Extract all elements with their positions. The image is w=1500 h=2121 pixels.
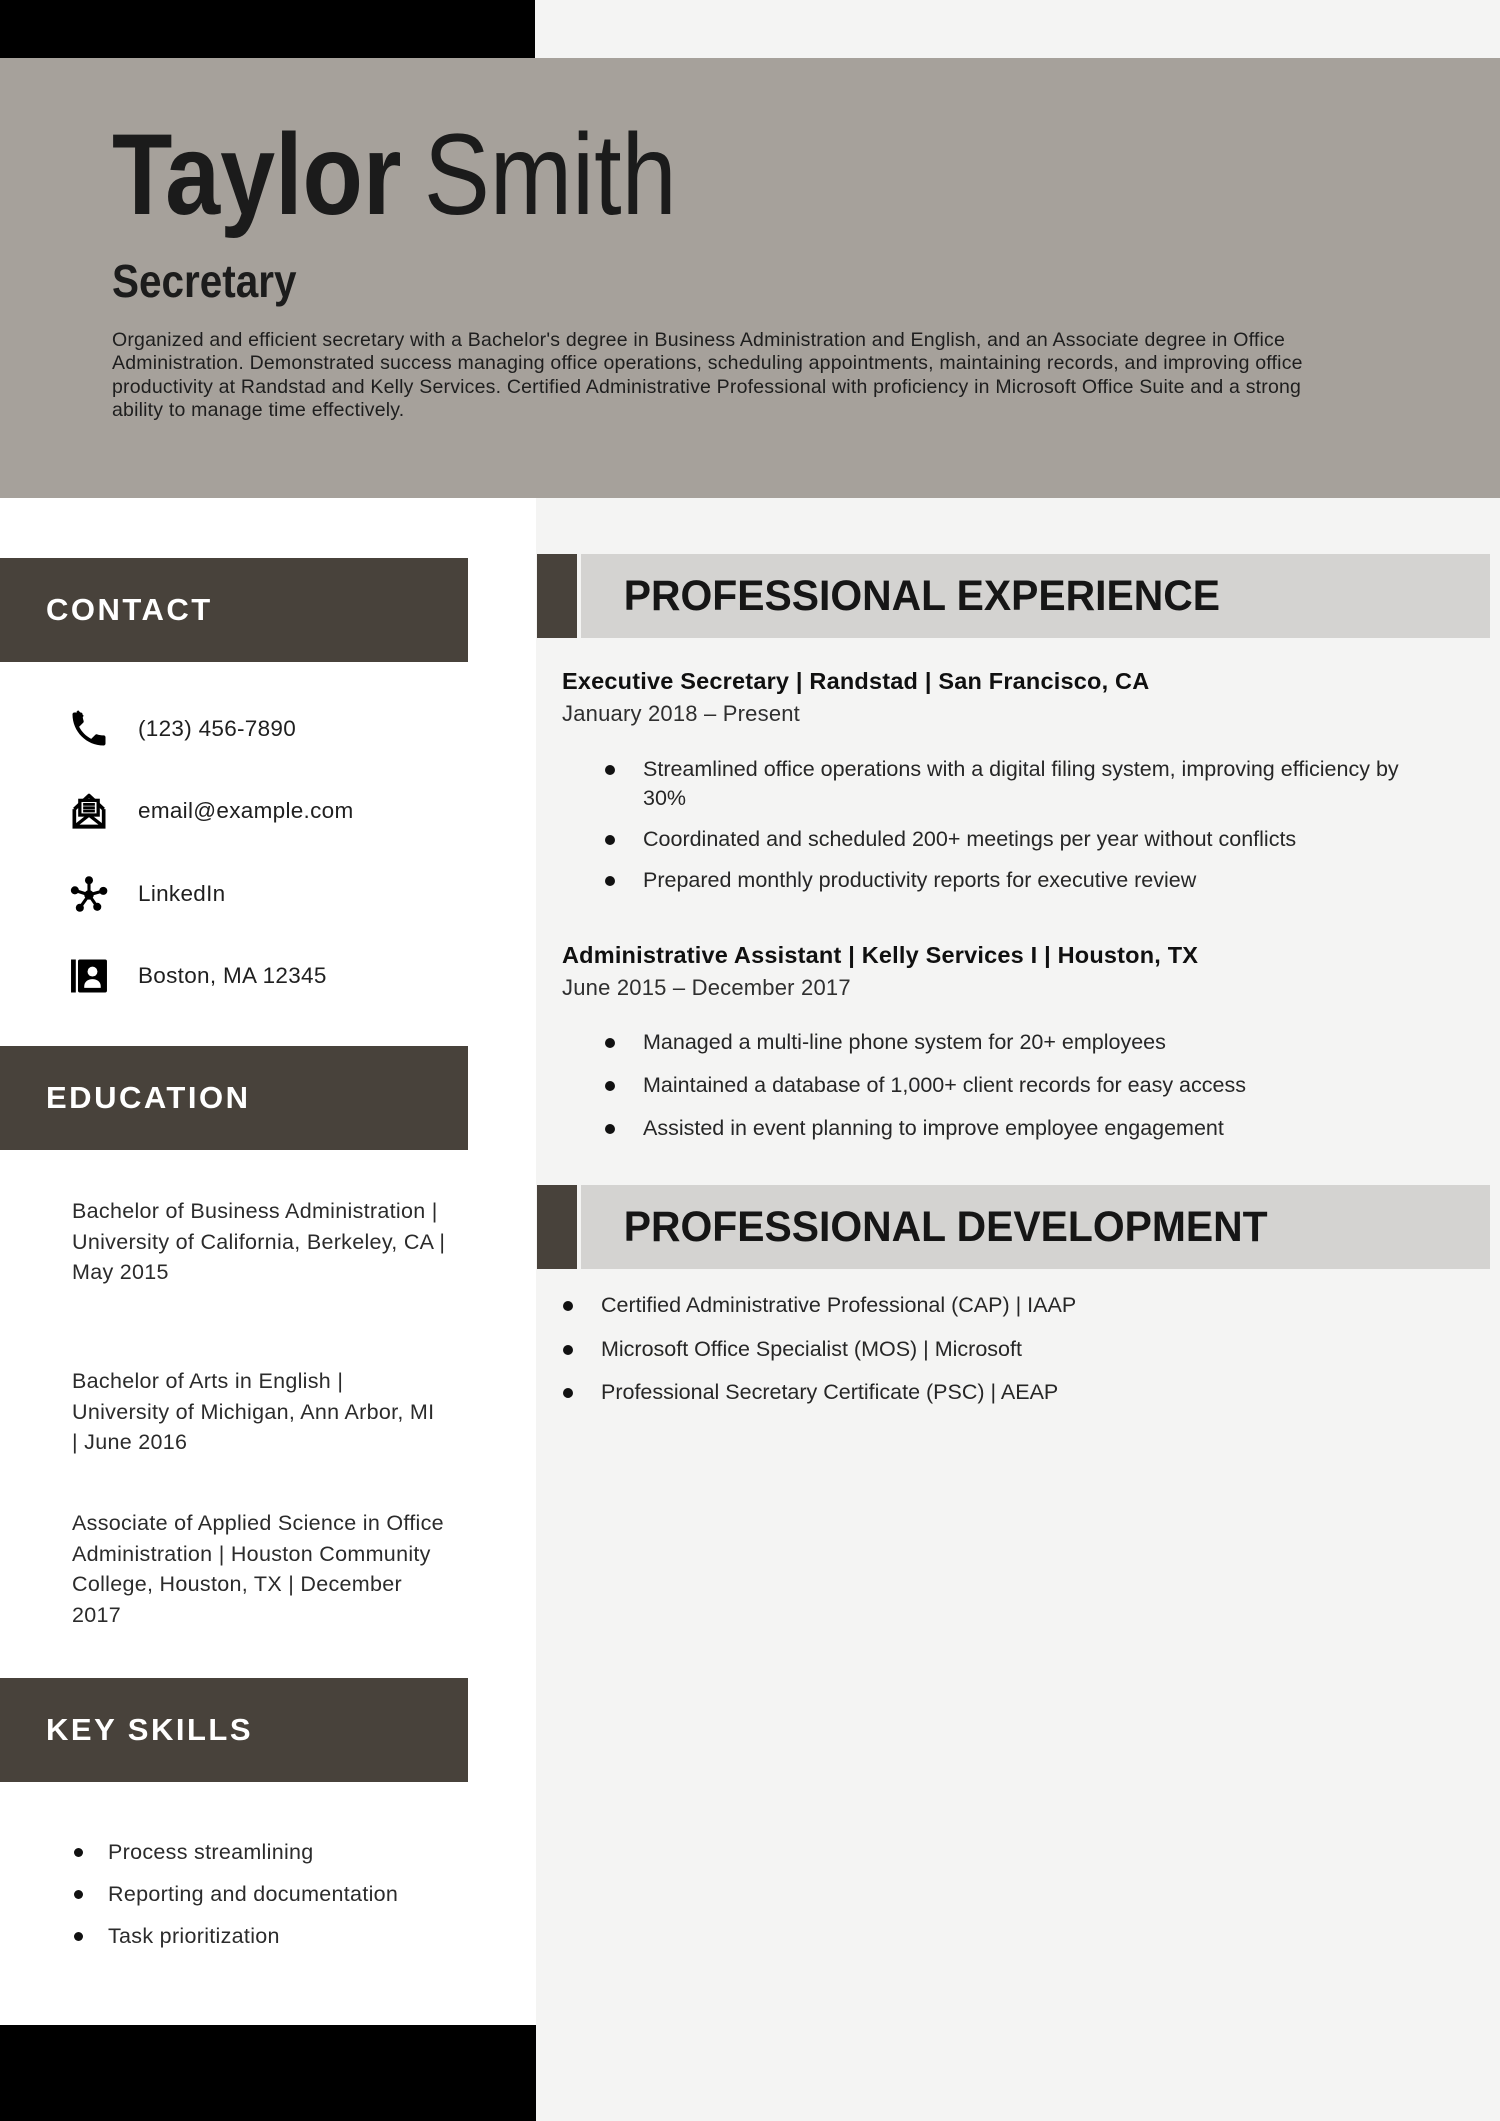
job-dates: June 2015 – December 2017 xyxy=(562,975,851,1000)
job-title: Executive Secretary | Randstad | San Francisco, CA xyxy=(562,668,1150,694)
skill-text: Process streamlining xyxy=(108,1840,314,1864)
bullet-dot xyxy=(74,1890,83,1899)
contact-heading: CONTACT xyxy=(46,592,213,627)
top-black-bar xyxy=(0,0,535,58)
last-name: Smith xyxy=(423,111,677,239)
summary-paragraph: Organized and efficient secretary with a Bachelor's degree in Business Administration and English, and an Associate degree in Office Administration. Demonstrated success managing office operations, scheduling appointments, maintaining records, and improving office productivity at Randstad and Kelly Services. Certified Administrative Professional with proficiency in Microsoft Office Suite and a strong ability to manage time effectively. xyxy=(112,329,1303,421)
bullet-dot xyxy=(605,1081,615,1091)
bullet-text: Managed a multi-line phone system for 20+ employees xyxy=(643,1030,1166,1054)
key-skills-section-header xyxy=(0,1678,468,1782)
bullet-dot xyxy=(605,1038,615,1048)
first-name: Taylor xyxy=(112,111,402,239)
certification-text: Microsoft Office Specialist (MOS) | Microsoft xyxy=(601,1337,1022,1361)
experience-bullet xyxy=(605,1071,1443,1100)
development-heading: PROFESSIONAL DEVELOPMENT xyxy=(623,1202,1268,1251)
email-icon xyxy=(67,789,111,833)
bullet-dot xyxy=(605,835,615,845)
bullet-dot xyxy=(605,765,615,775)
linkedin-label: LinkedIn xyxy=(138,881,226,906)
network-icon xyxy=(67,872,111,916)
email-address: email@example.com xyxy=(138,798,354,823)
bullet-dot xyxy=(563,1388,573,1398)
education-entry: Associate of Applied Science in Office Administration | Houston Community College, Houston, TX | December 2017 xyxy=(72,1511,444,1627)
phone-icon xyxy=(67,707,111,751)
key-skills-heading: KEY SKILLS xyxy=(46,1712,254,1747)
bullet-text: Coordinated and scheduled 200+ meetings per year without conflicts xyxy=(643,827,1297,851)
address-book-icon xyxy=(67,954,111,998)
education-section-header xyxy=(0,1046,468,1150)
skill-text: Reporting and documentation xyxy=(108,1882,399,1906)
experience-bullet xyxy=(605,1028,1443,1057)
bullet-dot xyxy=(563,1345,573,1355)
bullet-text: Streamlined office operations with a digital filing system, improving efficiency by 30% xyxy=(643,757,1399,810)
footer-black-bar xyxy=(0,2025,536,2121)
job-title: Administrative Assistant | Kelly Services I | Houston, TX xyxy=(562,942,1199,968)
skill-item xyxy=(74,1922,280,1951)
development-section-header xyxy=(581,1185,1490,1269)
bullet-text: Maintained a database of 1,000+ client records for easy access xyxy=(643,1073,1246,1097)
education-entry: Bachelor of Business Administration | University of California, Berkeley, CA | May 2015 xyxy=(72,1199,446,1284)
bullet-dot xyxy=(605,876,615,886)
bullet-dot xyxy=(74,1848,83,1857)
job-title-heading: Secretary xyxy=(112,255,297,307)
address-text: Boston, MA 12345 xyxy=(138,963,327,988)
experience-accent-square xyxy=(537,554,577,638)
skill-item xyxy=(74,1838,314,1867)
experience-section-header xyxy=(581,554,1490,638)
education-entry: Bachelor of Arts in English | University of Michigan, Ann Arbor, MI | June 2016 xyxy=(72,1369,435,1454)
education-heading: EDUCATION xyxy=(46,1080,251,1115)
certification-text: Professional Secretary Certificate (PSC) | AEAP xyxy=(601,1380,1059,1404)
experience-heading: PROFESSIONAL EXPERIENCE xyxy=(623,571,1220,620)
development-item xyxy=(563,1378,1471,1407)
contact-item-linkedin xyxy=(67,871,225,917)
experience-bullet xyxy=(605,1114,1443,1143)
contact-item-phone xyxy=(67,706,296,752)
experience-bullet xyxy=(605,825,1443,854)
phone-number: (123) 456-7890 xyxy=(138,716,297,741)
bullet-text: Assisted in event planning to improve employee engagement xyxy=(643,1116,1224,1140)
bullet-dot xyxy=(563,1301,573,1311)
contact-item-address xyxy=(67,953,327,999)
development-item xyxy=(563,1335,1471,1364)
experience-bullet xyxy=(605,755,1443,813)
contact-section-header xyxy=(0,558,468,662)
development-accent-square xyxy=(537,1185,577,1269)
contact-item-email xyxy=(67,788,354,834)
job-dates: January 2018 – Present xyxy=(562,701,800,726)
certification-text: Certified Administrative Professional (CAP) | IAAP xyxy=(601,1293,1077,1317)
bullet-text: Prepared monthly productivity reports for executive review xyxy=(643,868,1197,892)
experience-bullet xyxy=(605,866,1443,895)
bullet-dot xyxy=(605,1124,615,1134)
person-name xyxy=(112,111,677,239)
development-item xyxy=(563,1291,1471,1320)
bullet-dot xyxy=(74,1932,83,1941)
skill-text: Task prioritization xyxy=(108,1924,280,1948)
skill-item xyxy=(74,1880,398,1909)
